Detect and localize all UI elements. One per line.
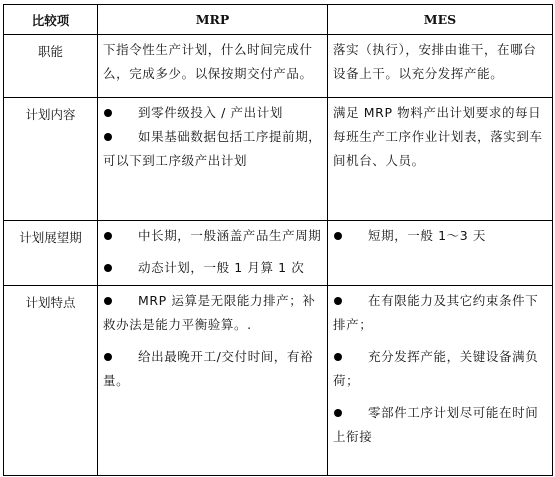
cell-text: 满足 MRP 物料产出计划要求的每日每班生产工序作业计划表，落实到车间机台、人员。 [333, 105, 543, 168]
table-header-row [4, 5, 553, 35]
mrp-cell [98, 221, 328, 286]
list-item: 零部件工序计划尽可能在时间上衔接 [333, 405, 539, 444]
table-row [4, 286, 553, 476]
bullet-icon [104, 232, 112, 240]
bullet-icon [334, 353, 342, 361]
bullet-icon [334, 409, 342, 417]
cell-text: 下指令性生产计划，什么时间完成什么，完成多少。以保按期交付产品。 [103, 42, 313, 81]
mrp-cell [98, 286, 328, 476]
table-row [4, 98, 553, 221]
list-item: MRP 运算是无限能力排产；补救办法是能力平衡验算。. [103, 293, 316, 332]
list-item: 给出最晚开工/交付时间，有裕量。 [103, 349, 314, 388]
table-row [4, 221, 553, 286]
table-row [4, 35, 553, 98]
bullet-icon [334, 297, 342, 305]
bullet-icon [104, 264, 112, 272]
cell-text: 落实（执行），安排由谁干，在哪台设备上干。以充分发挥产能。 [333, 42, 537, 81]
row-label: 计划内容 [4, 98, 98, 221]
mrp-cell [98, 35, 328, 98]
list-item: 到零件级投入 / 产出计划 [103, 101, 323, 125]
mrp-cell [98, 98, 328, 221]
list-item: 如果基础数据包括工序提前期，可以下到工序级产出计划 [103, 129, 322, 168]
list-item: 中长期，一般涵盖产品生产周期 [103, 224, 323, 248]
list-item: 在有限能力及其它约束条件下排产； [333, 293, 539, 332]
row-label: 计划展望期 [4, 221, 98, 286]
row-label: 计划特点 [4, 286, 98, 476]
header-compare-item: 比较项 [4, 5, 98, 35]
mes-cell [328, 286, 553, 476]
list-item: 短期，一般 1～3 天 [333, 224, 548, 248]
bullet-icon [104, 353, 112, 361]
list-item: 充分发挥产能，关键设备满负荷； [333, 349, 539, 388]
bullet-icon [104, 109, 112, 117]
header-mes: MES [328, 5, 553, 35]
mrp-mes-comparison-table [3, 4, 553, 476]
row-label: 职能 [4, 35, 98, 98]
bullet-icon [104, 297, 112, 305]
mes-cell [328, 221, 553, 286]
header-mrp: MRP [98, 5, 328, 35]
bullet-icon [104, 133, 112, 141]
bullet-icon [334, 232, 342, 240]
mes-cell [328, 98, 553, 221]
mes-cell [328, 35, 553, 98]
list-item: 动态计划，一般 1 月算 1 次 [103, 256, 323, 280]
